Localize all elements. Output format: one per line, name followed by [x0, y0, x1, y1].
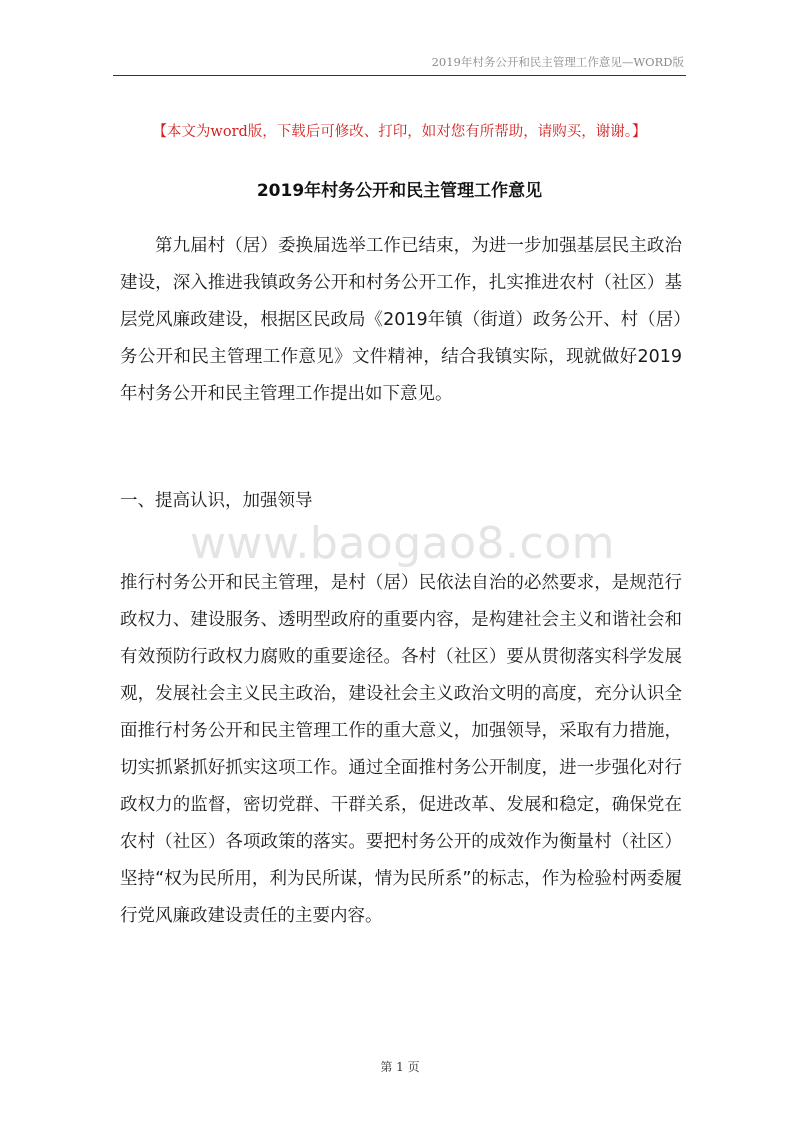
document-title: 2019年村务公开和民主管理工作意见	[256, 181, 543, 201]
section-heading-1: 一、提高认识，加强领导	[120, 491, 313, 511]
purchase-notice: 【本文为word版，下载后可修改、打印，如对您有所帮助，请购买，谢谢。】	[152, 124, 647, 140]
running-header: 2019年村务公开和民主管理工作意见—WORD版	[431, 55, 684, 69]
intro-paragraph: 第九届村（居）委换届选举工作已结束，为进一步加强基层民主政治建设，深入推进我镇政务公开和村务公开工作，扎实推进农村（社区）基层党风廉政建设，根据区民政局《2019年镇（街道）政务公开、村（居）务公开和民主管理工作意见》文件精神，结合我镇实际，现就做好2019年村务公开和民主管理工作提出如下意见。	[120, 236, 682, 404]
header-divider	[113, 75, 686, 76]
page-number: 第 1 页	[380, 1060, 420, 1074]
section-1-paragraph: 推行村务公开和民主管理，是村（居）民依法自治的必然要求，是规范行政权力、建设服务、透明型政府的重要内容，是构建社会主义和谐社会和有效预防行政权力腐败的重要途径。各村（社区）要从贯彻落实科学发展观，发展社会主义民主政治，建设社会主义政治文明的高度，充分认识全面推行村务公开和民主管理工作的重大意义，加强领导，采取有力措施，切实抓紧抓好抓实这项工作。通过全面推村务公开制度，进一步强化对行政权力的监督，密切党群、干群关系，促进改革、发展和稳定，确保党在农村（社区）各项政策的落实。要把村务公开的成效作为衡量村（社区）坚持“权为民所用，利为民所谋，情为民所系”的标志，作为检验村两委履行党风廉政建设责任的主要内容。	[120, 573, 682, 926]
watermark: www.baogao8.com	[190, 518, 615, 569]
